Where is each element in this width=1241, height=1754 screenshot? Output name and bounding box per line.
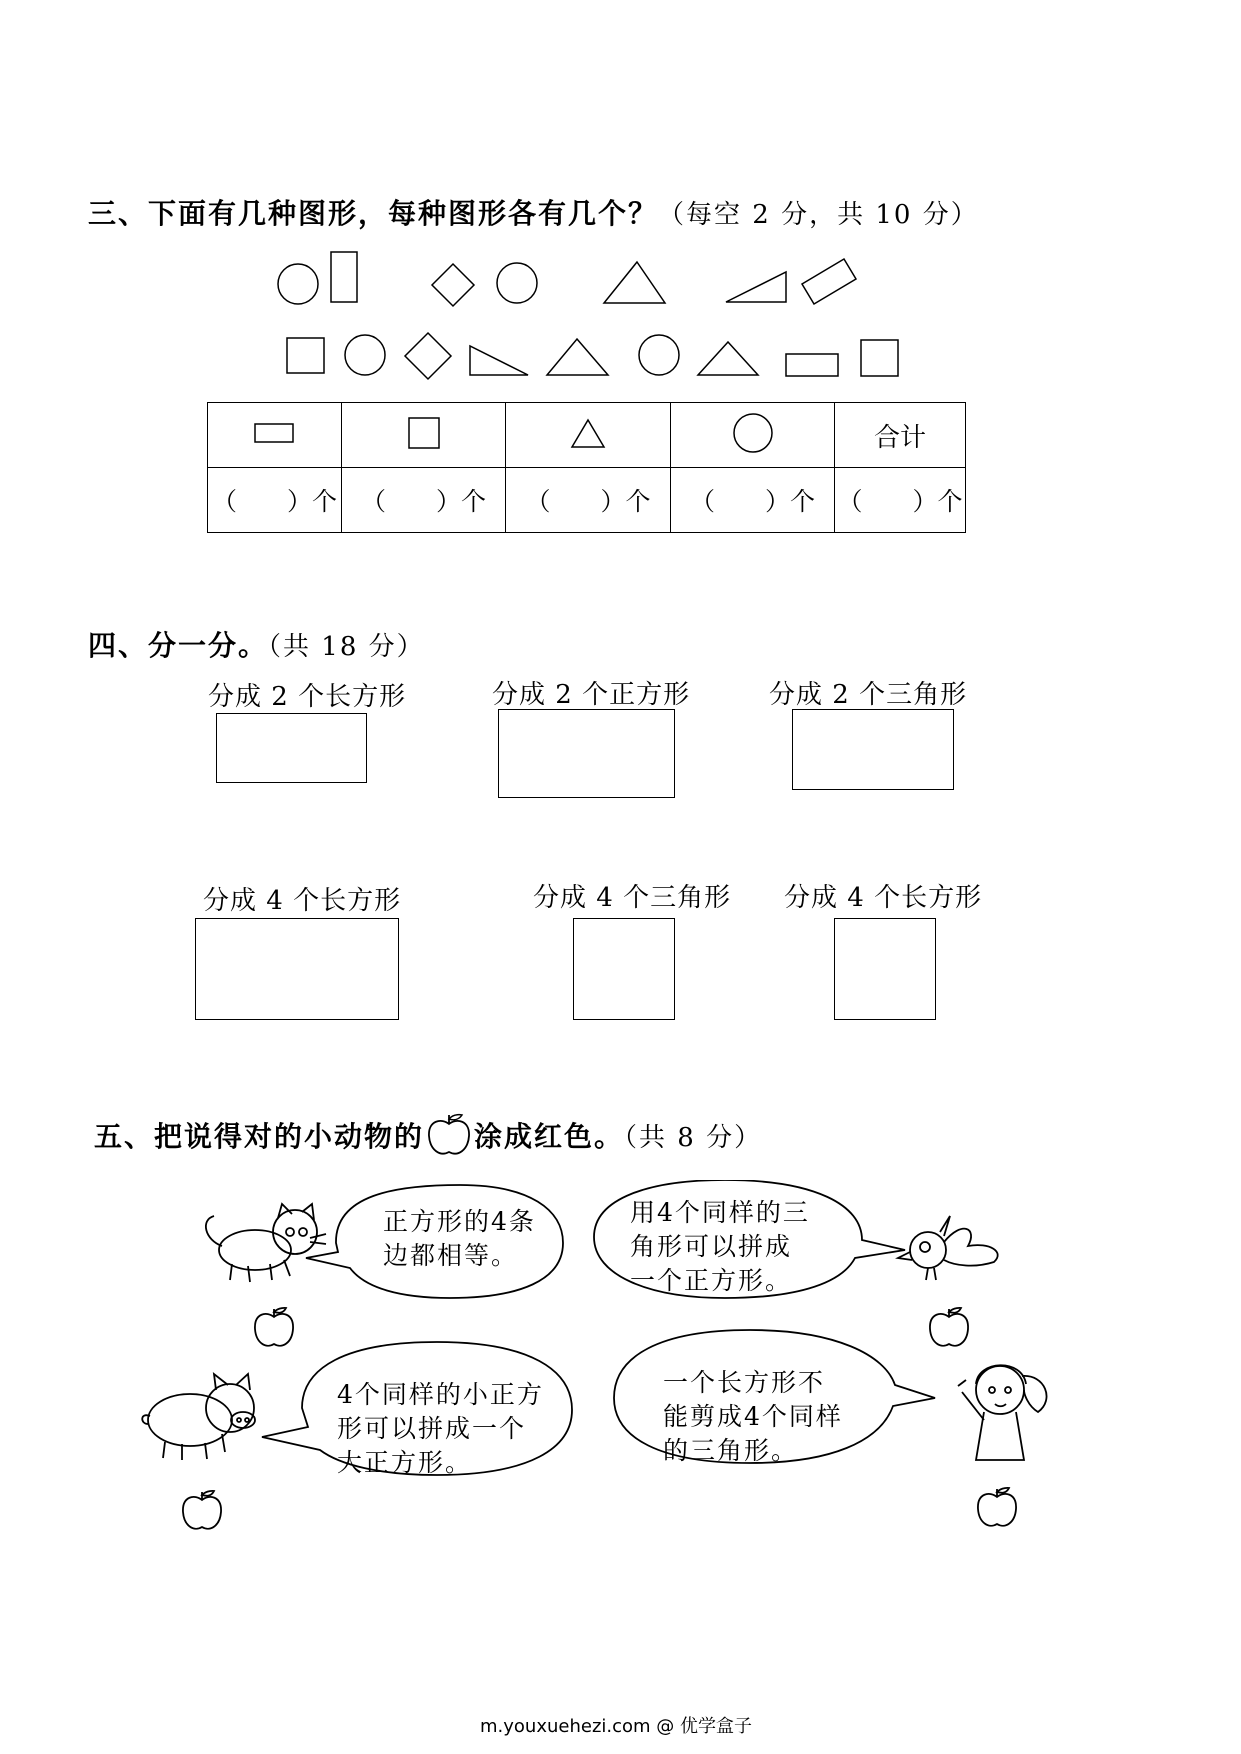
q5-illustration [0, 1180, 1241, 1570]
q5-title: 五、把说得对的小动物的 涂成红色。（共 8 分） [94, 1112, 762, 1158]
q3-title: 三、下面有几种图形，每种图形各有几个？（每空 2 分，共 10 分） [88, 197, 979, 230]
girl-icon [958, 1365, 1047, 1460]
rectangle-shape [331, 252, 357, 302]
circle-shape [639, 335, 679, 375]
header-square [342, 403, 506, 468]
triangle-shape [470, 346, 528, 375]
divide-label: 分成 4 个三角形 [533, 883, 732, 913]
circle-shape [345, 335, 385, 375]
answer-blank[interactable]: （ ）个 [671, 468, 835, 533]
pig-icon [142, 1374, 255, 1460]
apple-icon [978, 1488, 1016, 1526]
circle-icon [731, 411, 775, 455]
footer-watermark: m.youxuehezi.com @ 优学盒子 [480, 1716, 753, 1737]
q4-title: 四、分一分。（共 18 分） [88, 629, 425, 662]
apple-icon [255, 1308, 293, 1346]
bird-icon [898, 1216, 998, 1280]
bubble-text: 正方形的4条 边都相等。 [383, 1207, 536, 1270]
header-circle [671, 403, 835, 468]
header-total: 合计 [835, 403, 966, 468]
header-triangle [506, 403, 671, 468]
divide-box-rectangle[interactable] [498, 709, 675, 798]
triangle-shape [698, 342, 758, 375]
answer-blank[interactable]: （ ）个 [208, 468, 342, 533]
divide-label: 分成 4 个长方形 [203, 886, 402, 916]
q3-shapes [0, 0, 1241, 400]
divide-label: 分成 4 个长方形 [784, 883, 983, 913]
rectangle-shape [802, 259, 856, 304]
divide-label: 分成 2 个正方形 [492, 680, 691, 710]
apple-icon [930, 1308, 968, 1346]
header-rectangle [208, 403, 342, 468]
apple-icon [424, 1112, 474, 1158]
apple-icon [183, 1491, 221, 1529]
triangle-shape [726, 272, 786, 302]
rectangle-shape [786, 354, 838, 376]
divide-label: 分成 2 个三角形 [769, 680, 968, 710]
table-header-row [208, 403, 966, 468]
triangle-icon [568, 416, 608, 450]
square-shape [405, 333, 451, 379]
circle-shape [497, 263, 537, 303]
triangle-shape [604, 262, 665, 303]
rectangle-icon [253, 420, 297, 446]
divide-box-square[interactable] [834, 918, 936, 1020]
divide-box-square[interactable] [573, 918, 675, 1020]
divide-label: 分成 2 个长方形 [208, 682, 407, 712]
circle-shape [278, 264, 318, 304]
table-answer-row [208, 468, 966, 533]
q3-count-table [207, 402, 966, 533]
triangle-shape [547, 339, 608, 375]
square-shape [861, 340, 898, 376]
divide-box-rectangle[interactable] [792, 709, 954, 790]
bubble-text: 4个同样的小正方 形可以拼成一个 大正方形。 [337, 1380, 544, 1477]
bubble-text: 用4个同样的三 角形可以拼成 一个正方形。 [630, 1198, 810, 1295]
divide-box-rectangle[interactable] [195, 918, 399, 1020]
square-icon [404, 415, 444, 451]
answer-blank[interactable]: （ ）个 [506, 468, 671, 533]
cat-icon [206, 1204, 326, 1282]
square-shape [287, 338, 324, 373]
square-shape [432, 264, 474, 306]
divide-box-rectangle[interactable] [216, 713, 367, 783]
answer-blank[interactable]: （ ）个 [342, 468, 506, 533]
answer-blank[interactable]: （ ）个 [835, 468, 966, 533]
bubble-text: 一个长方形不 能剪成4个同样 的三角形。 [663, 1368, 843, 1465]
